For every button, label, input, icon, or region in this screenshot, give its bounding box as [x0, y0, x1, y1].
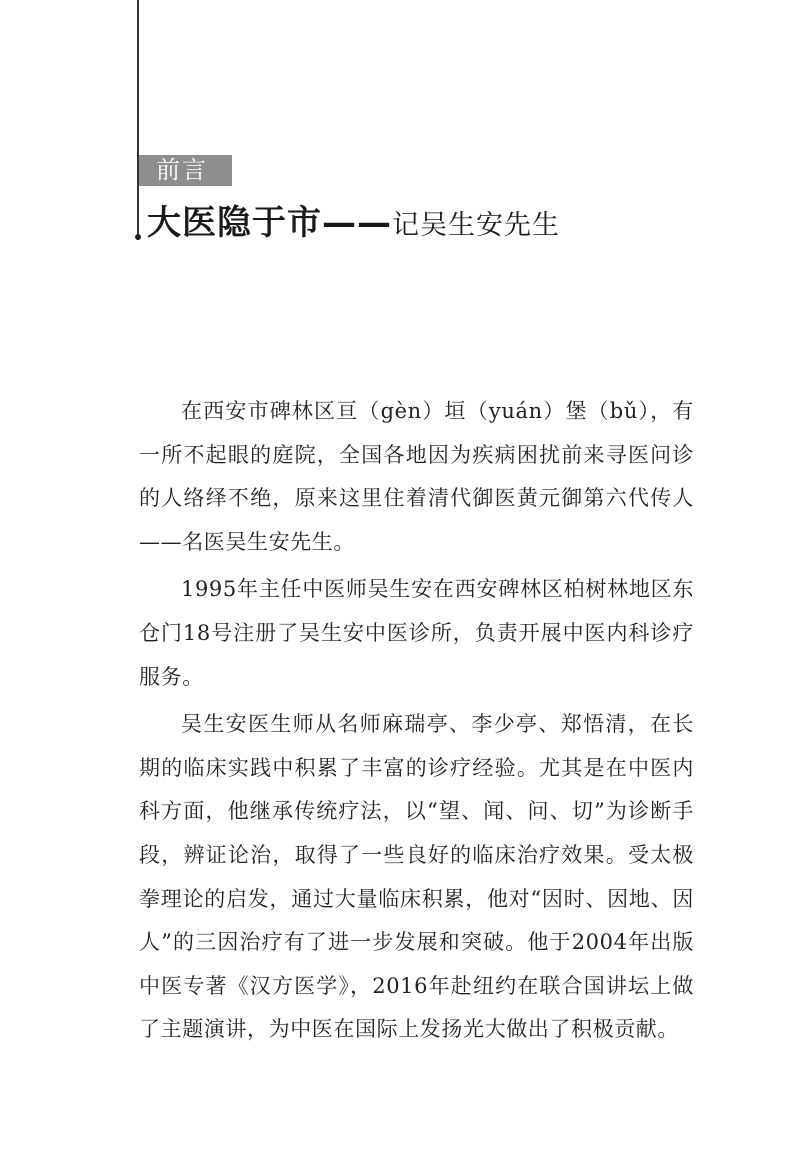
paragraph: 吴生安医生师从名师麻瑞亭、李少亭、郑悟清，在长期的临床实践中积累了丰富的诊疗经验。尤其是在中医内科方面，他继承传统疗法，以“望、闻、问、切”为诊断手段，辨证论治，取得了一些良好的临床治疗效果。受太极拳理论的启发，通过大量临床积累，他对“因时、因地、因人”的三因治疗有了进一步发展和突破。他于2004年出版中医专著《汉方医学》，2016年赴纽约在联合国讲坛上做了主题演讲，为中医在国际上发扬光大做出了积极贡献。	[139, 712, 694, 1042]
title-main: 大医隐于市——	[147, 203, 392, 243]
margin-rule-dot	[135, 234, 141, 240]
paragraph: 1995年主任中医师吴生安在西安碑林区柏树林地区东仓门18号注册了吴生安中医诊所，负责开展中医内科诊疗服务。	[139, 577, 694, 689]
margin-rule	[137, 0, 139, 240]
title-subtitle: 记吴生安先生	[392, 210, 560, 241]
page-title	[147, 199, 560, 247]
section-label: 前言	[139, 155, 232, 186]
paragraph: 在西安市碑林区亘（gèn）垣（yuán）堡（bǔ），有一所不起眼的庭院，全国各地因为疾病困扰前来寻医问诊的人络绎不绝，原来这里住着清代御医黄元御第六代传人——名医吴生安先生。	[139, 399, 694, 554]
body-text	[139, 390, 694, 1056]
